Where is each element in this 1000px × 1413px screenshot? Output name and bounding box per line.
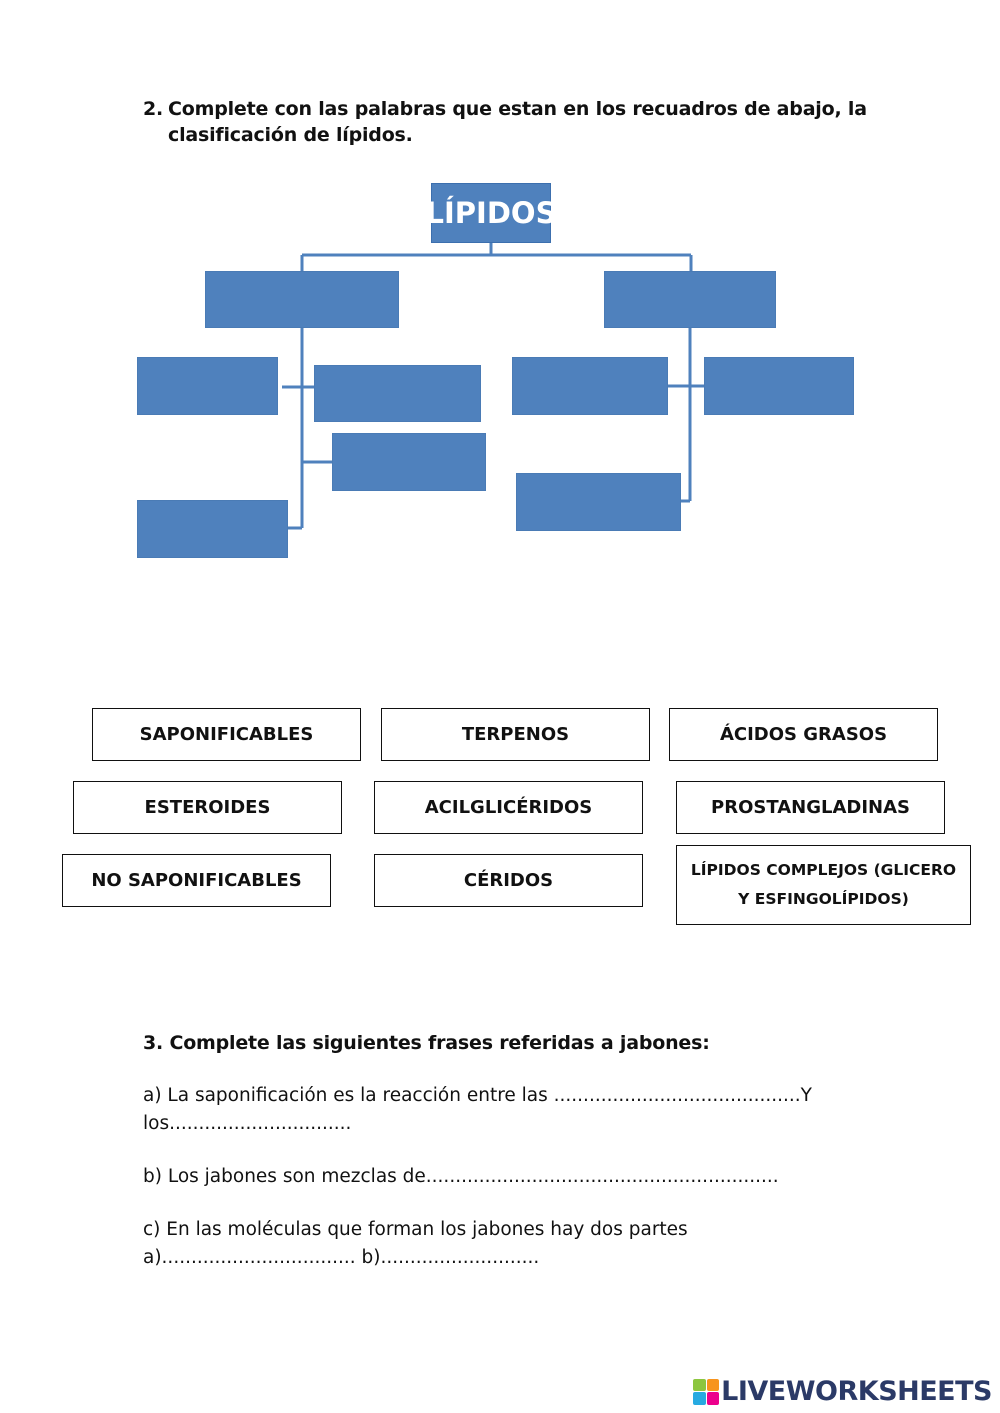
diagram-blank-box-right-3[interactable] — [516, 473, 681, 531]
question-3-title: 3. Complete las siguientes frases referidas a jabones: — [143, 1032, 710, 1054]
diagram-blank-box-left-2[interactable] — [314, 365, 481, 422]
question-3c-line-2: a)................................. b)........................... — [143, 1247, 540, 1268]
diagram-blank-box-right-1[interactable] — [512, 357, 668, 415]
diagram-blank-box-left-4[interactable] — [137, 500, 288, 558]
word-bank-item[interactable]: LÍPIDOS COMPLEJOS (GLICERO Y ESFINGOLÍPIDOS) — [676, 845, 971, 925]
diagram-blank-box-right-category[interactable] — [604, 271, 776, 328]
question-2-number: 2. — [143, 98, 164, 120]
question-3a-line-2: los............................... — [143, 1113, 352, 1134]
diagram-root-lipidos: LÍPIDOS — [431, 183, 551, 243]
diagram-blank-box-left-3[interactable] — [332, 433, 486, 491]
diagram-blank-box-left-1[interactable] — [137, 357, 278, 415]
diagram-blank-box-left-category[interactable] — [205, 271, 399, 328]
question-2-text: Complete con las palabras que estan en los recuadros de abajo, la clasificación de lípidos. — [168, 98, 867, 146]
liveworksheets-logo — [693, 1376, 992, 1407]
question-3a-line-1: a) La saponificación es la reacción entre las ..........................................Y — [143, 1085, 812, 1106]
liveworksheets-brand-text: LIVEWORKSHEETS — [721, 1376, 992, 1407]
diagram-blank-box-right-2[interactable] — [704, 357, 854, 415]
word-bank-item[interactable]: ESTEROIDES — [73, 781, 342, 834]
question-3b-line: b) Los jabones son mezclas de............................................................ — [143, 1166, 779, 1187]
word-bank-item[interactable]: SAPONIFICABLES — [92, 708, 361, 761]
word-bank-item[interactable]: ÁCIDOS GRASOS — [669, 708, 938, 761]
liveworksheets-logo-icon — [693, 1379, 719, 1405]
word-bank-item[interactable]: NO SAPONIFICABLES — [62, 854, 331, 907]
word-bank-item[interactable]: TERPENOS — [381, 708, 650, 761]
word-bank-item[interactable]: ACILGLICÉRIDOS — [374, 781, 643, 834]
word-bank-item[interactable]: PROSTANGLADINAS — [676, 781, 945, 834]
word-bank-item[interactable]: CÉRIDOS — [374, 854, 643, 907]
question-3c-line-1: c) En las moléculas que forman los jabones hay dos partes — [143, 1219, 688, 1240]
